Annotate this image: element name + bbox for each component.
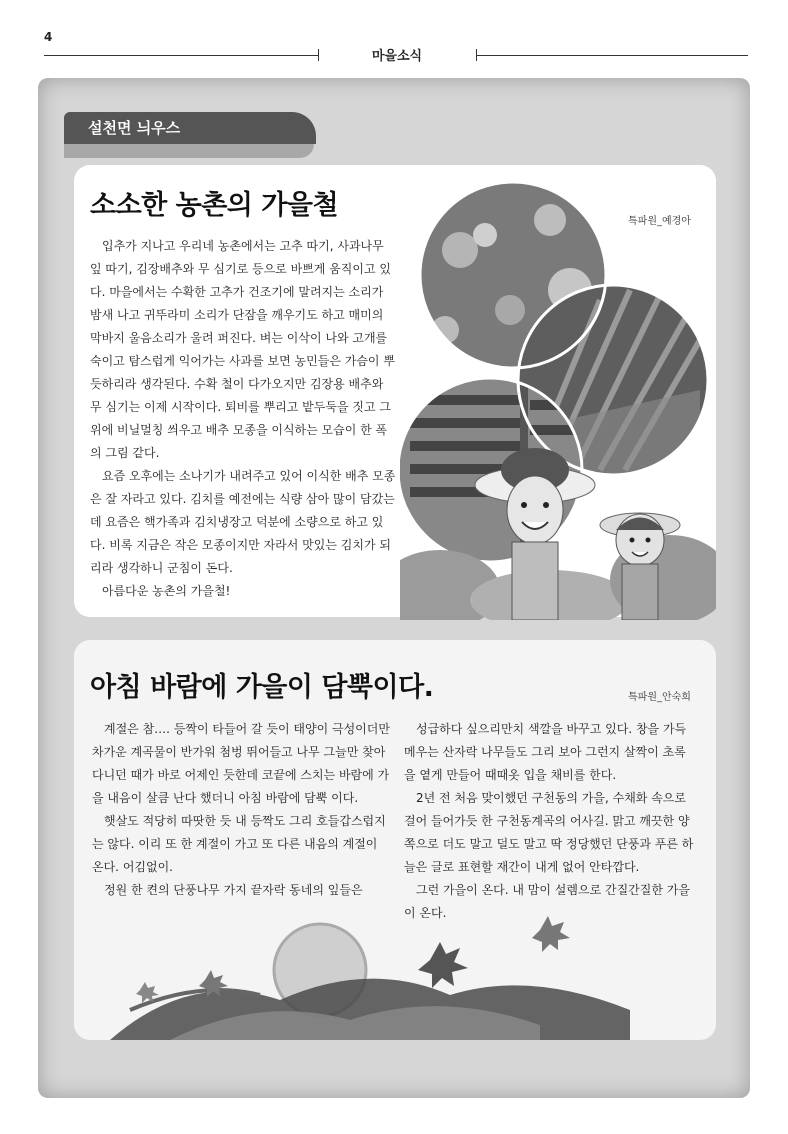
article1-paragraph: 아름다운 농촌의 가을철! — [102, 584, 231, 598]
header-title: 마을소식 — [371, 49, 423, 64]
article2-paragraph: 계절은 참…. 등짝이 타들어 갈 듯이 태양이 극성이더만 차가운 계곡물이 반가워 첨벙 뛰어들고 나무 그늘만 찾아다니던 때가 바로 어제인 듯한데 코끝에 스치는 바람에 가을 내음이 살큼 난다 했더니 아침 바람에 담뿍 이다. — [92, 722, 390, 805]
article1-title: 소소한 농촌의 가을철 — [90, 190, 339, 221]
article2-column-1 — [92, 718, 392, 902]
farm-photo-collage — [400, 180, 716, 620]
article2-paragraph: 정원 한 켠의 단풍나무 가지 끝자락 동네의 잎들은 — [104, 883, 363, 897]
article1-paragraph: 입추가 지나고 우리네 농촌에서는 고추 따기, 사과나무 잎 따기, 김장배추와 무 심기로 등으로 바쁘게 움직이고 있다. 마을에서는 수확한 고추가 건조기에 말려지는 소리가 밤새 나고 귀뚜라미 소리가 단잠을 깨우기도 하고 매미의 막바지 울음소리가 울려 퍼진다. 벼는 이삭이 나와 고개를 숙이고 탐스럽게 익어가는 사과를 보면 농민들은 가슴이 뿌듯하리라 생각된다. 수확 철이 다가오지만 김장용 배추와 무 심기는 이제 시작이다. 퇴비를 뿌리고 밭두둑을 짓고 그 위에 비닐멀칭 씌우고 배추 모종을 이식하는 모습이 한 폭의 그림 같다. — [90, 239, 395, 460]
article1-body — [90, 235, 396, 603]
article2-byline: 특파원_안숙희 — [628, 692, 691, 703]
article2-column-2 — [404, 718, 694, 925]
article1-paragraph: 요즘 오후에는 소나기가 내려주고 있어 이식한 배추 모종은 잘 자라고 있다. 김치를 예전에는 식량 삼아 많이 담갔는데 요즘은 핵가족과 김치냉장고 덕분에 소량으로 하고 있다. 비록 지금은 작은 모종이지만 자라서 맛있는 김치가 되리라 생각하니 군침이 돈다. — [90, 469, 396, 575]
page-number: 4 — [44, 30, 53, 44]
autumn-landscape-illustration — [110, 900, 670, 1040]
article2-paragraph: 그런 가을이 온다. 내 맘이 설렘으로 간질간질한 가을이 온다. — [404, 883, 690, 920]
article2-paragraph: 2년 전 처음 맞이했던 구천동의 가을, 수채화 속으로 걸어 들어가듯 한 구천동계곡의 어사길. 맑고 깨끗한 양쪽으로 더도 말고 덜도 말고 딱 정당했던 단풍과 푸른 하늘은 글로 표현할 재간이 내게 없어 안타깝다. — [404, 791, 694, 874]
header-rule-left — [44, 55, 318, 56]
section-label: 설천면 늬우스 — [64, 112, 316, 144]
article2-paragraph: 성급하다 싶으리만치 색깔을 바꾸고 있다. 창을 가득 메우는 산자락 나무들도 그리 보아 그런지 살짝이 초록을 옅게 만들어 때때옷 입을 채비를 한다. — [404, 722, 687, 782]
article2-paragraph: 햇살도 적당히 따땃한 듯 내 등짝도 그리 호들갑스럽지는 않다. 이리 또 한 계절이 가고 또 다른 내음의 계절이 온다. 어김없이. — [92, 814, 386, 874]
article2-title: 아침 바람에 가을이 담뿍이다. — [90, 672, 434, 703]
article1-byline: 특파원_예경아 — [628, 216, 691, 227]
header-rule-right — [476, 55, 748, 56]
